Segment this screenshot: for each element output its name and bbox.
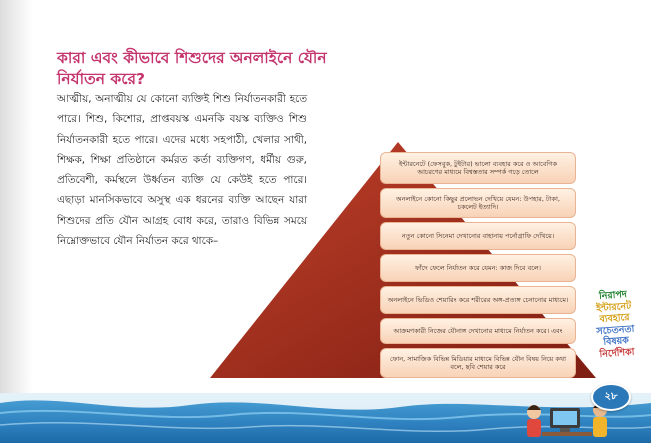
- pyramid-step-6: [380, 318, 576, 344]
- pyramid-step-3: [380, 222, 576, 250]
- side-line-3: ব্যবহারে: [599, 311, 630, 326]
- page-edge-shadow: [0, 0, 33, 443]
- pyramid-step-4-text: ফাঁদে ফেলে নির্যাতন করে যেমন: কাজ দিবে বলে।: [414, 263, 542, 272]
- side-title-graphic: [581, 288, 650, 361]
- side-line-5: বিষয়ক: [603, 335, 630, 348]
- pyramid-step-3-text: নতুন কোনো সিনেমা দেখানোর বাহানায় পর্নোগ্রাফি দেখিয়ে।: [401, 231, 555, 240]
- side-line-6: নির্দেশিকা: [599, 346, 635, 360]
- pyramid-step-7: [380, 348, 576, 378]
- pyramid-step-5: [380, 286, 576, 314]
- pyramid-step-1: [380, 152, 576, 184]
- pyramid-step-4: [380, 254, 576, 282]
- pyramid-step-2: [380, 188, 576, 218]
- body-paragraph: আত্মীয়, অনাত্মীয় যে কোনো ব্যক্তিই শিশু নির্যাতনকারী হতে পারে। শিশু, কিশোর, প্রাপ্তবয়স্ক এমনকি বয়স্ক ব্যক্তিও শিশু নির্যাতনকারী হতে পারে। এদের মধ্যে সহপাঠী, খেলার সাথী, শিক্ষক, শিক্ষা প্রতিষ্ঠানে কর্মরত কর্তা ব্যক্তিগণ, ধর্মীয় গুরু, প্রতিবেশী, কর্মস্থলে উর্ধ্বতন ব্যক্তি যে কেউই হতে পারে। এছাড়া মানসিকভাবে অসুস্থ এক ধরনের ব্যক্তি আছেন যারা শিশুদের প্রতি যৌন আগ্রহ বোধ করে, তারাও বিভিন্ন সময়ে নিম্নোক্তভাবে যৌন নির্যাতন করে থাকে–: [57, 93, 307, 248]
- abuse-methods-pyramid: [208, 142, 598, 380]
- pyramid-step-5-text: অনলাইনে ভিডিও শেয়ারিং করে শরীরের অঙ্গ-প্রত্যঙ্গ চেনানোর মাধ্যমে।: [387, 295, 569, 304]
- pyramid-step-2-text: অনলাইনে কোনো কিছুর প্রলোভন দেখিয়ে যেমন: উপহার, টাকা, চকলেট ইত্যাদি।: [396, 194, 560, 211]
- section-heading: কারা এবং কীভাবে শিশুদের অনলাইনে যৌন নির্যাতন করে?: [57, 49, 327, 88]
- pyramid-step-1-text: ইন্টারনেটে (ফেসবুক, টুইটার) ভালো ব্যবহার করে ও আবেগিক আচরণের মাধ্যমে বিশ্বস্ততার সম্পর্ক গড়ে তোলে: [398, 159, 558, 176]
- pyramid-step-7-text: ফোন, সামাজিক বিভিন্ন মিডিয়ার মাধ্যমে বিভিন্ন যৌন বিষয় নিয়ে কথা বলে, ছবি শেয়ার করে: [390, 354, 566, 371]
- side-line-1: নিরাপদ: [598, 289, 628, 303]
- pyramid-step-6-text: আক্রমণকারী নিজের যৌনাঙ্গ দেখানোর মাধ্যমে নির্যাতন করে। এবং: [393, 326, 563, 335]
- page-number-badge: ২৮: [591, 383, 631, 411]
- side-line-4: সচেতনতা: [596, 323, 635, 337]
- side-line-2: ইন্টারনেট: [595, 300, 632, 314]
